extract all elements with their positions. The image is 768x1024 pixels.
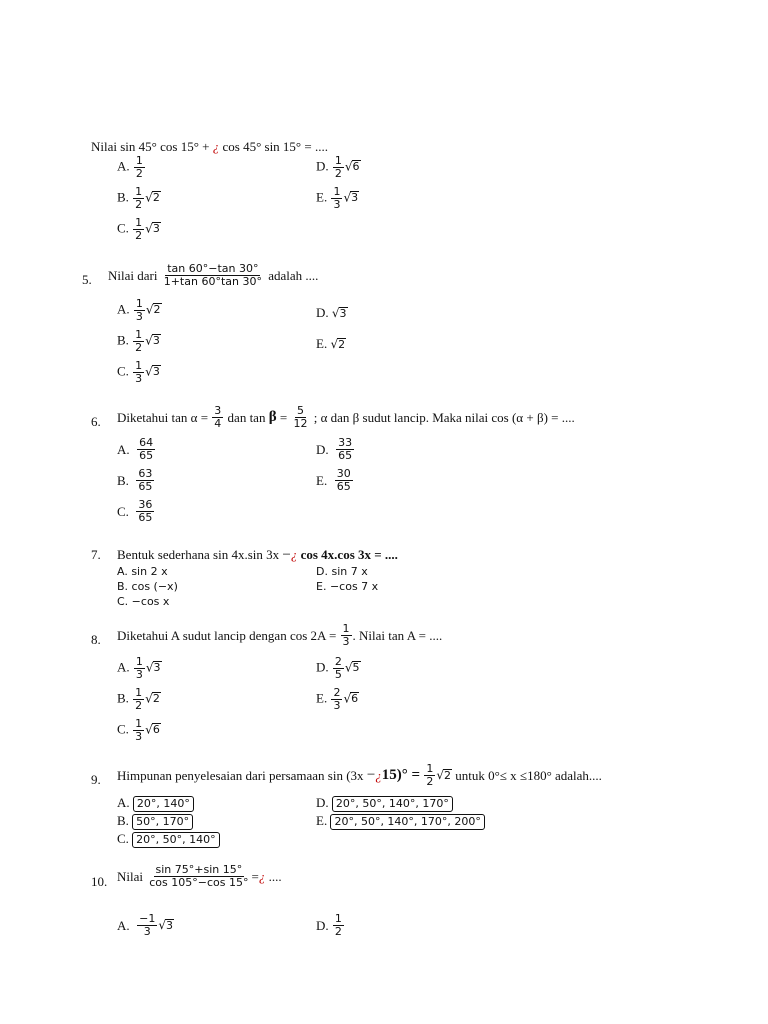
q5-option-d: D. √3 (316, 305, 347, 320)
q8-option-b: B. $\frac{1}{2}$ √2 (117, 686, 160, 712)
q5-option-c: C. $\frac{1}{3}$ √3 (117, 359, 160, 385)
q6-option-a: A. $\frac{64}{65}$ (117, 436, 154, 462)
q10-number: 10. (91, 874, 108, 889)
q9-question: Himpunan penyelesaian dari persamaan sin (3x −¿15)° = $\frac{1}{2}$ √2 untuk 0°≤ x ≤180° adalah.... (117, 762, 602, 788)
q7-option-b: B. cos (−x) (117, 580, 178, 593)
q4-option-d: D. $\frac{1}{2}$ √6 (316, 154, 360, 180)
q5-option-b: B. $\frac{1}{2}$ √3 (117, 328, 160, 354)
q5-option-e: E. √2 (316, 336, 346, 351)
q10-option-a: A. $\frac{-1}{3}$ √3 (117, 912, 174, 938)
q8-option-c: C. $\frac{1}{3}$ √6 (117, 717, 160, 743)
q8-question: Diketahui A sudut lancip dengan cos 2A = $\frac{1}{3}$ . Nilai tan A = .... (117, 622, 443, 648)
q7-option-d: D. sin 7 x (316, 565, 368, 578)
q4-question: Nilai sin 45° cos 15° + ¿ cos 45° sin 15° = .... (91, 139, 328, 154)
q9-option-d: D. 20°, 50°, 140°, 170° (316, 795, 453, 812)
q8-option-e: E. $\frac{2}{3}$ √6 (316, 686, 359, 712)
q4-option-a: A. $\frac{1}{2}$ (117, 154, 143, 180)
q6-option-d: D. $\frac{33}{65}$ (316, 436, 353, 462)
q5-option-a: A. $\frac{1}{3}$ √2 (117, 297, 161, 323)
q6-question: Diketahui tan α = $\frac{3}{4}$ dan tan β = $\frac{5}{12}$ ; α dan β sudut lancip. Maka nilai cos (α + β) = .... (117, 404, 575, 430)
q7-option-a: A. sin 2 x (117, 565, 168, 578)
q7-number: 7. (91, 547, 101, 562)
q9-option-a: A. 20°, 140° (117, 795, 194, 812)
q6-option-e: E. $\frac{30}{65}$ (316, 467, 351, 493)
q9-option-e: E. 20°, 50°, 140°, 170°, 200° (316, 813, 485, 830)
q6-number: 6. (91, 414, 101, 429)
q5-number: 5. (82, 272, 92, 287)
q10-question: Nilai $\frac{\sin 75^\circ+\sin 15^\circ}{\cos 105^\circ-\cos 15^\circ}$ =¿ .... (117, 863, 282, 889)
q10-option-d: D. $\frac{1}{2}$ (316, 912, 342, 938)
q4-glyph: ¿ (212, 139, 220, 154)
q6-option-c: C. $\frac{36}{65}$ (117, 498, 153, 524)
q4-option-e: E. $\frac{1}{3}$ √3 (316, 185, 359, 211)
q9-number: 9. (91, 772, 101, 787)
q8-option-d: D. $\frac{2}{5}$ √5 (316, 655, 360, 681)
q8-number: 8. (91, 632, 101, 647)
q4-option-b: B. $\frac{1}{2}$ √2 (117, 185, 160, 211)
q5-question: Nilai dari $\frac{\tan 60^\circ-\tan 30^\circ}{1+\tan 60^\circ\tan 30^\circ}$ adalah .... (108, 262, 319, 288)
q6-option-b: B. $\frac{63}{65}$ (117, 467, 153, 493)
q7-option-c: C. −cos x (117, 595, 170, 608)
q7-question: Bentuk sederhana sin 4x.sin 3x −¿ cos 4x.cos 3x = .... (117, 547, 398, 563)
q7-option-e: E. −cos 7 x (316, 580, 379, 593)
q9-option-c: C. 20°, 50°, 140° (117, 831, 220, 848)
q8-option-a: A. $\frac{1}{3}$ √3 (117, 655, 161, 681)
q9-option-b: B. 50°, 170° (117, 813, 193, 830)
q4-option-c: C. $\frac{1}{2}$ √3 (117, 216, 160, 242)
